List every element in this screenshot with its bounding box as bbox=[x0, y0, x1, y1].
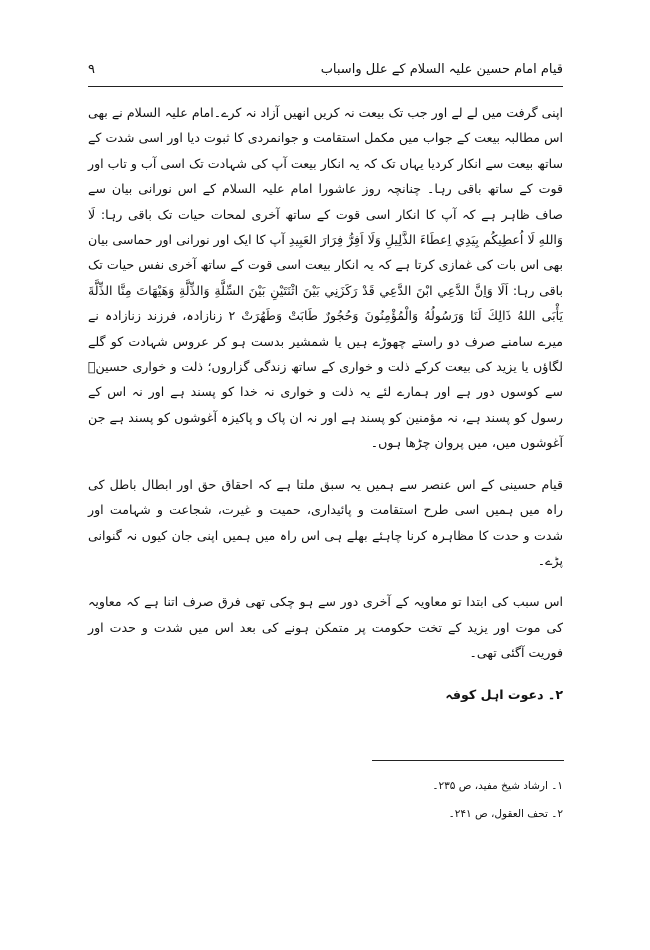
header-title: قیام امام حسین علیہ السلام کے علل واسباب bbox=[320, 62, 563, 77]
page-number: ۹ bbox=[88, 62, 95, 77]
footnote-rule bbox=[372, 760, 564, 761]
header-rule bbox=[88, 86, 563, 87]
running-header bbox=[88, 58, 563, 84]
footnotes bbox=[88, 776, 563, 832]
footnote: ۱۔ ارشاد شیخ مفید، ص ۲۳۵۔ bbox=[432, 780, 563, 792]
paragraph: اس سبب کی ابتدا تو معاویہ کے آخری دور سے ہو چکی تھی فرق صرف اتنا ہے کہ معاویہ کی موت اور یزید کے تخت حکومت پر متمکن ہونے کی بعد اس میں شدت و حدت اور فوریت آگئی تھی۔ bbox=[88, 594, 563, 661]
paragraph: اپنی گرفت میں لے لے اور جب تک بیعت نہ کریں انھیں آزاد نہ کرے۔امام علیہ السلام نے بھی اس مطالبہ بیعت کے جواب میں مکمل استقامت و جوانمردی کا ثبوت دیا اور اسی شدت کے ساتھ بیعت سے انکار کردیا یہاں تک کہ یہ انکار بیعت آپ کی شہادت تک اسی آب و تاب اور قوت کے ساتھ باقی رہا۔ چنانچہ روز عاشورا امام علیہ السلام کے اس نورانی بیان سے صاف ظاہر ہے کہ آپ کا انکار اسی قوت کے ساتھ آخری لمحات حیات تک باقی رہا: لَا وَاللهِ لَا اُعطِيكُم بِيَدِي اِعطَاءَ الذَّلِيلِ وَلَا اَفِرُّ فِرَارَ العَبِيدِ آپ کا ایک اور نورانی اور حماسی بیان بھی اس بات کی غمازی کرتا ہے کہ یہ انکار بیعت اسی قوت کے ساتھ آخری نفس حیات تک باقی رہا: اَلَا وَاِنَّ الدَّعِي ابْنَ الدَّعِي قَدْ رَكَزَنِي بَيْنَ اثْنَتَيْنِ بَيْنَ السِّلَّةِ وَالذِّلَّةِ وَهَيْهَاتَ مِنَّا الذِّلَّةَ يَأْبَى اللهُ ذَالِكَ لَنَا وَرَسُولُهُ وَالْمُؤْمِنُونَ وَحُجُورٌ طَابَتْ وَطَهُرَتْ ٢ زنازادہ، فرزند زنازادہ نے میرے سامنے صرف دو راستے چھوڑے ہیں یا شمشیر بدست ہو کر عروس شہادت کو گلے لگاؤں یا یزید کی بیعت کرکے ذلت و خواری کے ساتھ زندگی گزاروں؛ ذلت و خواری حسینؑ سے کوسوں دور ہے اور ہمارے لئے یہ ذلت و خواری نہ خدا کو پسند ہے اور نہ اس کے رسول کو پسند ہے، نہ مؤمنین کو پسند ہے اور نہ ان پاک و پاکیزہ آغوشوں کو پسند ہے جن آغوشوں میں، میں پروان چڑھا ہوں۔ bbox=[88, 105, 563, 451]
footnote: ۲۔ تحف العقول، ص ۲۴۱۔ bbox=[448, 808, 563, 820]
body-text bbox=[88, 100, 563, 723]
section-heading: ۲۔ دعوت اہل کوفہ bbox=[445, 686, 563, 702]
paragraph: قیام حسینی کے اس عنصر سے ہمیں یہ سبق ملتا ہے کہ احقاق حق اور ابطال باطل کی راہ میں ہمیں اسی طرح استقامت و پائیداری، حمیت و غیرت، شجاعت و شہامت اور شدت و حدت کا مظاہرہ کرنا چاہئے بھلے ہی اس راہ میں ہمیں اپنی جان کیوں نہ گنوانی پڑے۔ bbox=[88, 476, 563, 568]
